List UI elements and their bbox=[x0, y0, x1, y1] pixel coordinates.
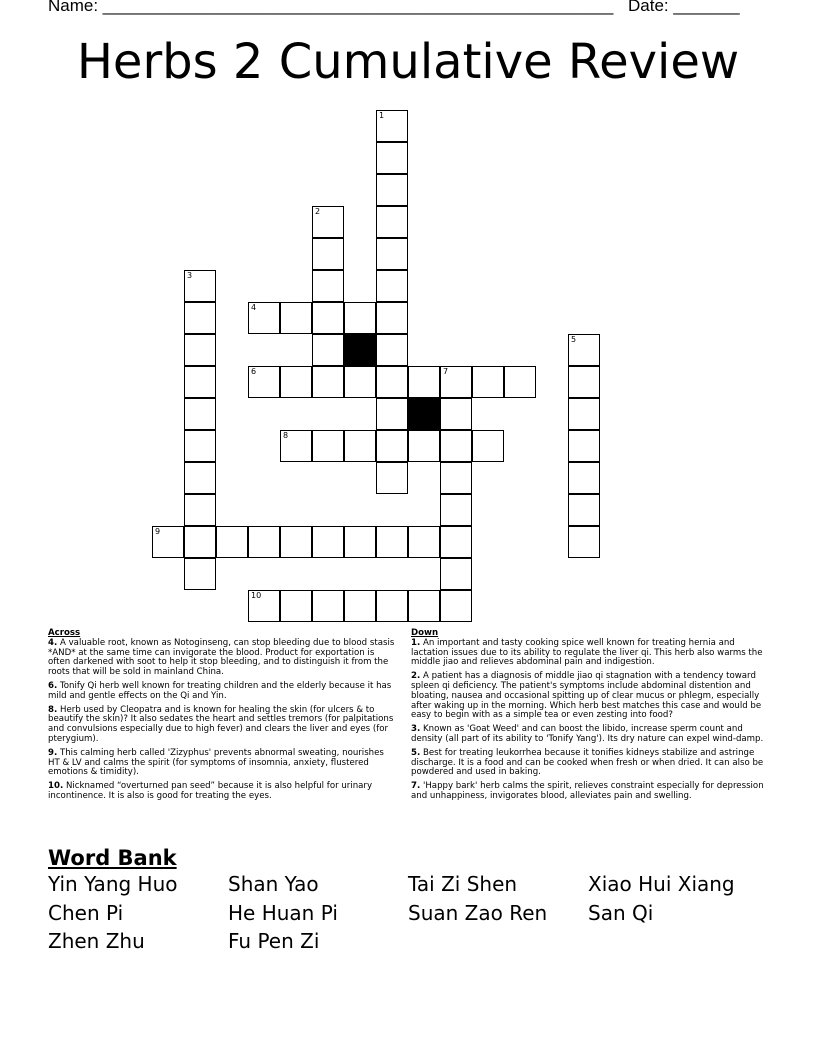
crossword-cell[interactable] bbox=[472, 366, 504, 398]
crossword-cell[interactable] bbox=[440, 462, 472, 494]
across-clue bbox=[48, 782, 398, 802]
across-clue bbox=[48, 749, 398, 778]
clue-number: 10. bbox=[48, 781, 64, 792]
crossword-cell[interactable] bbox=[568, 462, 600, 494]
clue-number: 8 bbox=[283, 431, 289, 440]
crossword-cell[interactable] bbox=[376, 430, 408, 462]
crossword-cell[interactable] bbox=[184, 270, 216, 302]
clue-number: 10 bbox=[251, 591, 262, 600]
crossword-cell[interactable] bbox=[504, 366, 536, 398]
crossword-cell[interactable] bbox=[184, 494, 216, 526]
across-heading: Across bbox=[48, 628, 81, 638]
crossword-cell[interactable] bbox=[248, 590, 280, 622]
crossword-cell[interactable] bbox=[568, 494, 600, 526]
down-clue bbox=[411, 749, 771, 778]
word-bank-item: San Qi bbox=[588, 900, 654, 925]
word-bank-item: Tai Zi Shen bbox=[408, 872, 518, 896]
crossword-cell[interactable] bbox=[376, 462, 408, 494]
word-bank-item: Chen Pi bbox=[48, 900, 124, 925]
crossword-cell[interactable] bbox=[408, 366, 440, 398]
crossword-cell[interactable] bbox=[280, 430, 312, 462]
clue-text: Tonify Qi herb well known for treating children and the elderly because it has mild and gentle effects on the Qi and Yin. bbox=[48, 680, 392, 701]
crossword-cell[interactable] bbox=[248, 366, 280, 398]
clue-number: 3. bbox=[411, 724, 421, 735]
crossword-cell[interactable] bbox=[408, 526, 440, 558]
clue-text: Best for treating leukorrhea because it tonifies kidneys stabilize and astringe discharge. It is a food and can be cooked when fresh or when dried. It can also be powdered and used in baking. bbox=[411, 747, 764, 778]
word-bank-item: Zhen Zhu bbox=[48, 929, 145, 953]
crossword-cell[interactable] bbox=[568, 334, 600, 366]
clue-number: 3 bbox=[187, 271, 193, 280]
clue-number: 1 bbox=[379, 111, 385, 120]
crossword-cell[interactable] bbox=[312, 206, 344, 238]
across-clues bbox=[48, 629, 398, 806]
clue-text: This calming herb called 'Zizyphus' prevents abnormal sweating, nourishes HT & LV and calms the spirit (for symptoms of insomnia, anxiety, flustered emotions & timidity). bbox=[48, 747, 384, 778]
across-clue bbox=[48, 682, 398, 702]
word-bank-item: Yin Yang Huo bbox=[48, 872, 178, 896]
clue-number: 4 bbox=[251, 303, 257, 312]
crossword-cell[interactable] bbox=[184, 526, 216, 558]
crossword-cell[interactable] bbox=[440, 558, 472, 590]
crossword-cell[interactable] bbox=[376, 174, 408, 206]
crossword-cell[interactable] bbox=[568, 526, 600, 558]
crossword-cell[interactable] bbox=[280, 590, 312, 622]
crossword-cell[interactable] bbox=[344, 366, 376, 398]
crossword-cell[interactable] bbox=[344, 430, 376, 462]
crossword-cell[interactable] bbox=[312, 238, 344, 270]
crossword-cell[interactable] bbox=[184, 462, 216, 494]
crossword-cell[interactable] bbox=[376, 206, 408, 238]
crossword-cell[interactable] bbox=[568, 398, 600, 430]
across-clue bbox=[48, 639, 398, 678]
clue-number: 5 bbox=[571, 335, 577, 344]
crossword-cell[interactable] bbox=[440, 590, 472, 622]
clue-number: 9. bbox=[48, 747, 58, 758]
down-heading: Down bbox=[411, 628, 439, 638]
crossword-cell[interactable] bbox=[376, 590, 408, 622]
clue-number: 1. bbox=[411, 637, 421, 648]
date-field-label: Date: _______ bbox=[628, 0, 740, 15]
name-field-label: Name: ______________________________________________________ bbox=[48, 0, 614, 15]
crossword-cell[interactable] bbox=[376, 110, 408, 142]
clue-text: A valuable root, known as Notoginseng, can stop bleeding due to blood stasis *AND* at the same time can invigorate the blood. Product for exportation is often darkened with soot to help it stop bleeding, and to distinguish it from the roots that will be sold in mainland China. bbox=[48, 637, 395, 678]
crossword-cell[interactable] bbox=[312, 590, 344, 622]
clue-text: Herb used by Cleopatra and is known for healing the skin (for ulcers & to beautify the skin)? It also sedates the heart and settles tremors (for palpitations and convulsions especially due to high fever) and clears the liver and eyes (for pterygium). bbox=[48, 704, 394, 744]
crossword-cell[interactable] bbox=[312, 526, 344, 558]
crossword-cell[interactable] bbox=[376, 366, 408, 398]
crossword-cell[interactable] bbox=[280, 302, 312, 334]
clue-number: 5. bbox=[411, 747, 421, 758]
clue-number: 2. bbox=[411, 671, 421, 682]
crossword-cell[interactable] bbox=[376, 334, 408, 366]
clue-number: 8. bbox=[48, 704, 58, 715]
word-bank-item: Xiao Hui Xiang bbox=[588, 872, 735, 896]
crossword-cell[interactable] bbox=[440, 366, 472, 398]
down-clue bbox=[411, 725, 771, 745]
crossword-cell[interactable] bbox=[568, 366, 600, 398]
crossword-cell[interactable] bbox=[312, 430, 344, 462]
crossword-cell[interactable] bbox=[376, 302, 408, 334]
word-bank-item: Fu Pen Zi bbox=[228, 929, 320, 953]
crossword-cell[interactable] bbox=[184, 366, 216, 398]
clue-text: An important and tasty cooking spice well known for treating hernia and lactation issues due to its ability to regulate the liver qi. This herb also warms the middle jiao and relieves abdominal pain and indigestion. bbox=[411, 637, 763, 668]
across-clue bbox=[48, 706, 398, 745]
clue-number: 2 bbox=[315, 207, 321, 216]
crossword-cell[interactable] bbox=[248, 526, 280, 558]
word-bank-item: He Huan Pi bbox=[228, 900, 338, 925]
crossword-cell[interactable] bbox=[408, 590, 440, 622]
crossword-cell[interactable] bbox=[440, 398, 472, 430]
word-bank-item: Shan Yao bbox=[228, 872, 319, 896]
crossword-cell[interactable] bbox=[344, 526, 376, 558]
clue-number: 4. bbox=[48, 637, 58, 648]
down-clues bbox=[411, 629, 771, 806]
crossword-cell[interactable] bbox=[472, 430, 504, 462]
word-bank-title: Word Bank bbox=[48, 846, 177, 870]
crossword-cell[interactable] bbox=[440, 526, 472, 558]
crossword-cell[interactable] bbox=[376, 526, 408, 558]
crossword-cell[interactable] bbox=[312, 334, 344, 366]
clue-text: 'Happy bark' herb calms the spirit, relieves constraint especially for depression and unhappiness, invigorates blood, alleviates pain and swelling. bbox=[411, 781, 764, 801]
word-bank-item: Suan Zao Ren bbox=[408, 900, 548, 925]
crossword-cell[interactable] bbox=[280, 526, 312, 558]
crossword-cell[interactable] bbox=[184, 558, 216, 590]
down-clue bbox=[411, 782, 771, 802]
crossword-cell[interactable] bbox=[312, 270, 344, 302]
crossword-cell[interactable] bbox=[216, 526, 248, 558]
down-clue bbox=[411, 672, 771, 721]
clue-number: 7. bbox=[411, 781, 421, 792]
crossword-cell[interactable] bbox=[184, 430, 216, 462]
clue-number: 9 bbox=[155, 527, 161, 536]
crossword-cell[interactable] bbox=[376, 270, 408, 302]
page-title: Herbs 2 Cumulative Review bbox=[76, 34, 740, 90]
crossword-block bbox=[408, 398, 440, 430]
crossword-cell[interactable] bbox=[376, 142, 408, 174]
crossword-cell[interactable] bbox=[152, 526, 184, 558]
clue-text: Nicknamed “overturned pan seed” because it is also helpful for urinary incontinence. It is also is good for treating the eyes. bbox=[48, 781, 373, 801]
clue-text: A patient has a diagnosis of middle jiao qi stagnation with a tendency toward spleen qi deficiency. The patient's symptoms include abdominal distention and bloating, nausea and occasional spitting up of clear mucus or phlegm, especially after waking up in the morning. Which herb best matches this case and would be easy to begin with as a simple tea or even zesting into food? bbox=[411, 671, 762, 721]
crossword-cell[interactable] bbox=[312, 366, 344, 398]
crossword-cell[interactable] bbox=[440, 430, 472, 462]
clue-number: 6. bbox=[48, 680, 58, 691]
crossword-cell[interactable] bbox=[376, 238, 408, 270]
clue-text: Known as 'Goat Weed' and can boost the libido, increase sperm count and density (all part of its ability to 'Tonify Yang'). Its dry nature can expel wind-damp. bbox=[411, 724, 764, 744]
crossword-cell[interactable] bbox=[248, 302, 280, 334]
crossword-cell[interactable] bbox=[184, 334, 216, 366]
crossword-cell[interactable] bbox=[568, 430, 600, 462]
crossword-cell[interactable] bbox=[184, 398, 216, 430]
crossword-cell[interactable] bbox=[376, 398, 408, 430]
crossword-cell[interactable] bbox=[344, 302, 376, 334]
clue-number: 7 bbox=[443, 367, 449, 376]
crossword-cell[interactable] bbox=[408, 430, 440, 462]
clue-number: 6 bbox=[251, 367, 257, 376]
crossword-cell[interactable] bbox=[440, 494, 472, 526]
crossword-block bbox=[344, 334, 376, 366]
crossword-cell[interactable] bbox=[312, 302, 344, 334]
crossword-cell[interactable] bbox=[184, 302, 216, 334]
down-clue bbox=[411, 639, 771, 668]
crossword-cell[interactable] bbox=[344, 590, 376, 622]
crossword-cell[interactable] bbox=[280, 366, 312, 398]
